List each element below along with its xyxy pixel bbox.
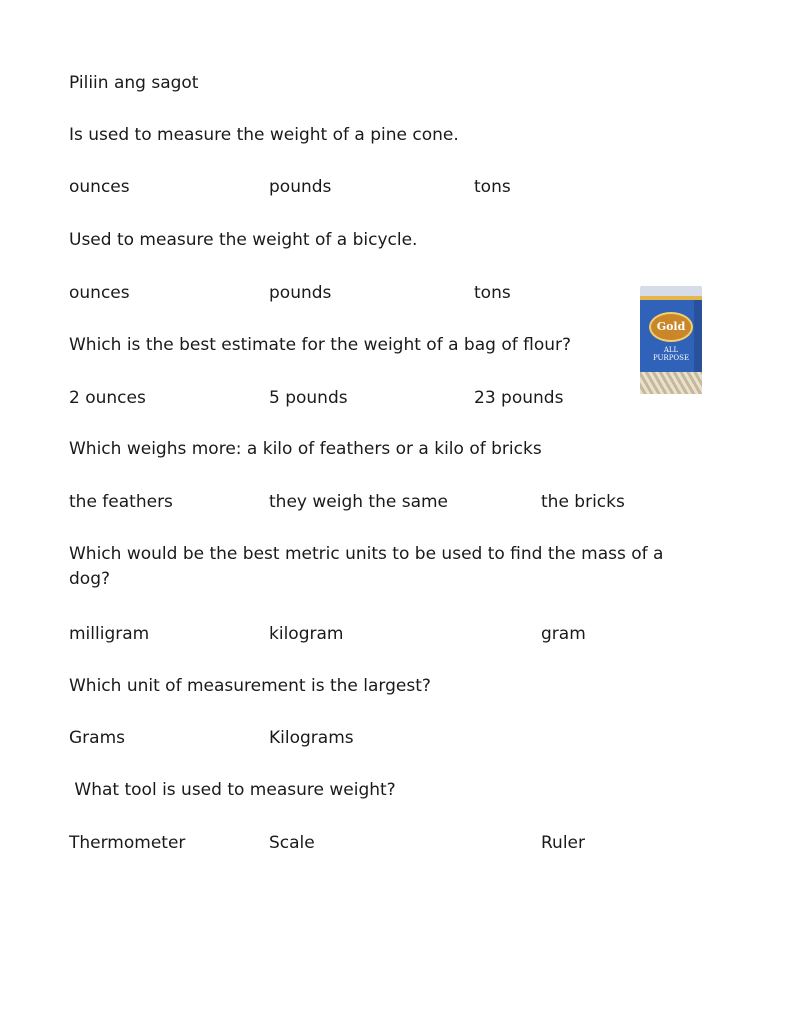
question-1: Is used to measure the weight of a pine cone. [69,125,459,145]
question-4: Which weighs more: a kilo of feathers or a kilo of bricks [69,439,542,459]
q6-option-2[interactable]: Kilograms [269,728,354,748]
q2-option-2[interactable]: pounds [269,283,332,303]
question-2: Used to measure the weight of a bicycle. [69,230,418,250]
q3-option-3[interactable]: 23 pounds [474,388,564,408]
q5-option-3[interactable]: gram [541,624,586,644]
q6-option-1[interactable]: Grams [69,728,125,748]
q1-option-2[interactable]: pounds [269,177,332,197]
q3-option-1[interactable]: 2 ounces [69,388,146,408]
q4-option-2[interactable]: they weigh the same [269,492,449,512]
question-3: Which is the best estimate for the weight of a bag of flour? [69,335,572,355]
question-7: What tool is used to measure weight? [69,780,396,800]
q7-option-1[interactable]: Thermometer [69,833,186,853]
question-6: Which unit of measurement is the largest? [69,676,431,696]
q1-option-1[interactable]: ounces [69,177,130,197]
q7-option-2[interactable]: Scale [269,833,315,853]
question-5: Which would be the best metric units to be used to find the mass of a dog? [69,544,664,589]
q7-option-3[interactable]: Ruler [541,833,585,853]
flour-bag-image [640,286,702,394]
q5-option-1[interactable]: milligram [69,624,150,644]
flour-brand-logo: Gold [649,312,693,342]
q5-option-2[interactable]: kilogram [269,624,344,644]
instruction-text: Piliin ang sagot [69,73,199,93]
q2-option-1[interactable]: ounces [69,283,130,303]
q2-option-3[interactable]: tons [474,283,511,303]
q3-option-2[interactable]: 5 pounds [269,388,348,408]
q4-option-1[interactable]: the feathers [69,492,173,512]
q1-option-3[interactable]: tons [474,177,511,197]
q4-option-3[interactable]: the bricks [541,492,625,512]
flour-label: ALL PURPOSE [652,346,690,362]
